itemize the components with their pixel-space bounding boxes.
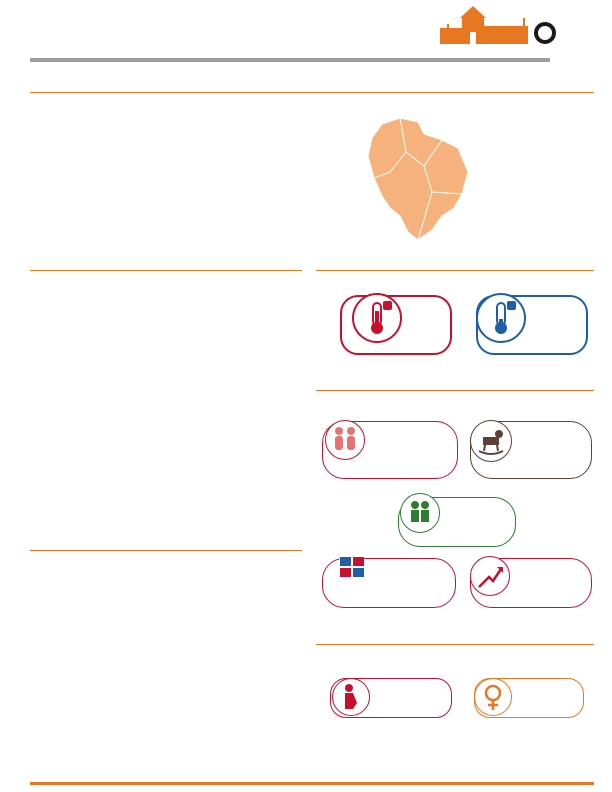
- elderly-couple-icon: [325, 420, 365, 460]
- people-icon: [400, 493, 440, 533]
- flag-icon: [337, 552, 367, 582]
- divider: [316, 270, 594, 271]
- divider: [316, 644, 594, 645]
- one-logo: [534, 22, 594, 42]
- female-symbol-icon: [474, 678, 512, 716]
- growth-arrow-icon: [470, 556, 510, 596]
- thermometer-cold-icon: [476, 293, 526, 343]
- church-illustration: [440, 4, 532, 50]
- pregnant-icon: [332, 678, 370, 716]
- divider: [30, 270, 302, 271]
- thermometer-hot-icon: [352, 293, 402, 343]
- divider: [316, 390, 594, 391]
- population-pyramid-chart: [30, 582, 280, 752]
- divider: [30, 550, 302, 551]
- divider: [30, 92, 594, 93]
- municipality-map: [362, 112, 492, 252]
- footer-rule: [30, 782, 594, 785]
- rocking-horse-icon: [470, 420, 512, 462]
- title-underline: [30, 58, 550, 62]
